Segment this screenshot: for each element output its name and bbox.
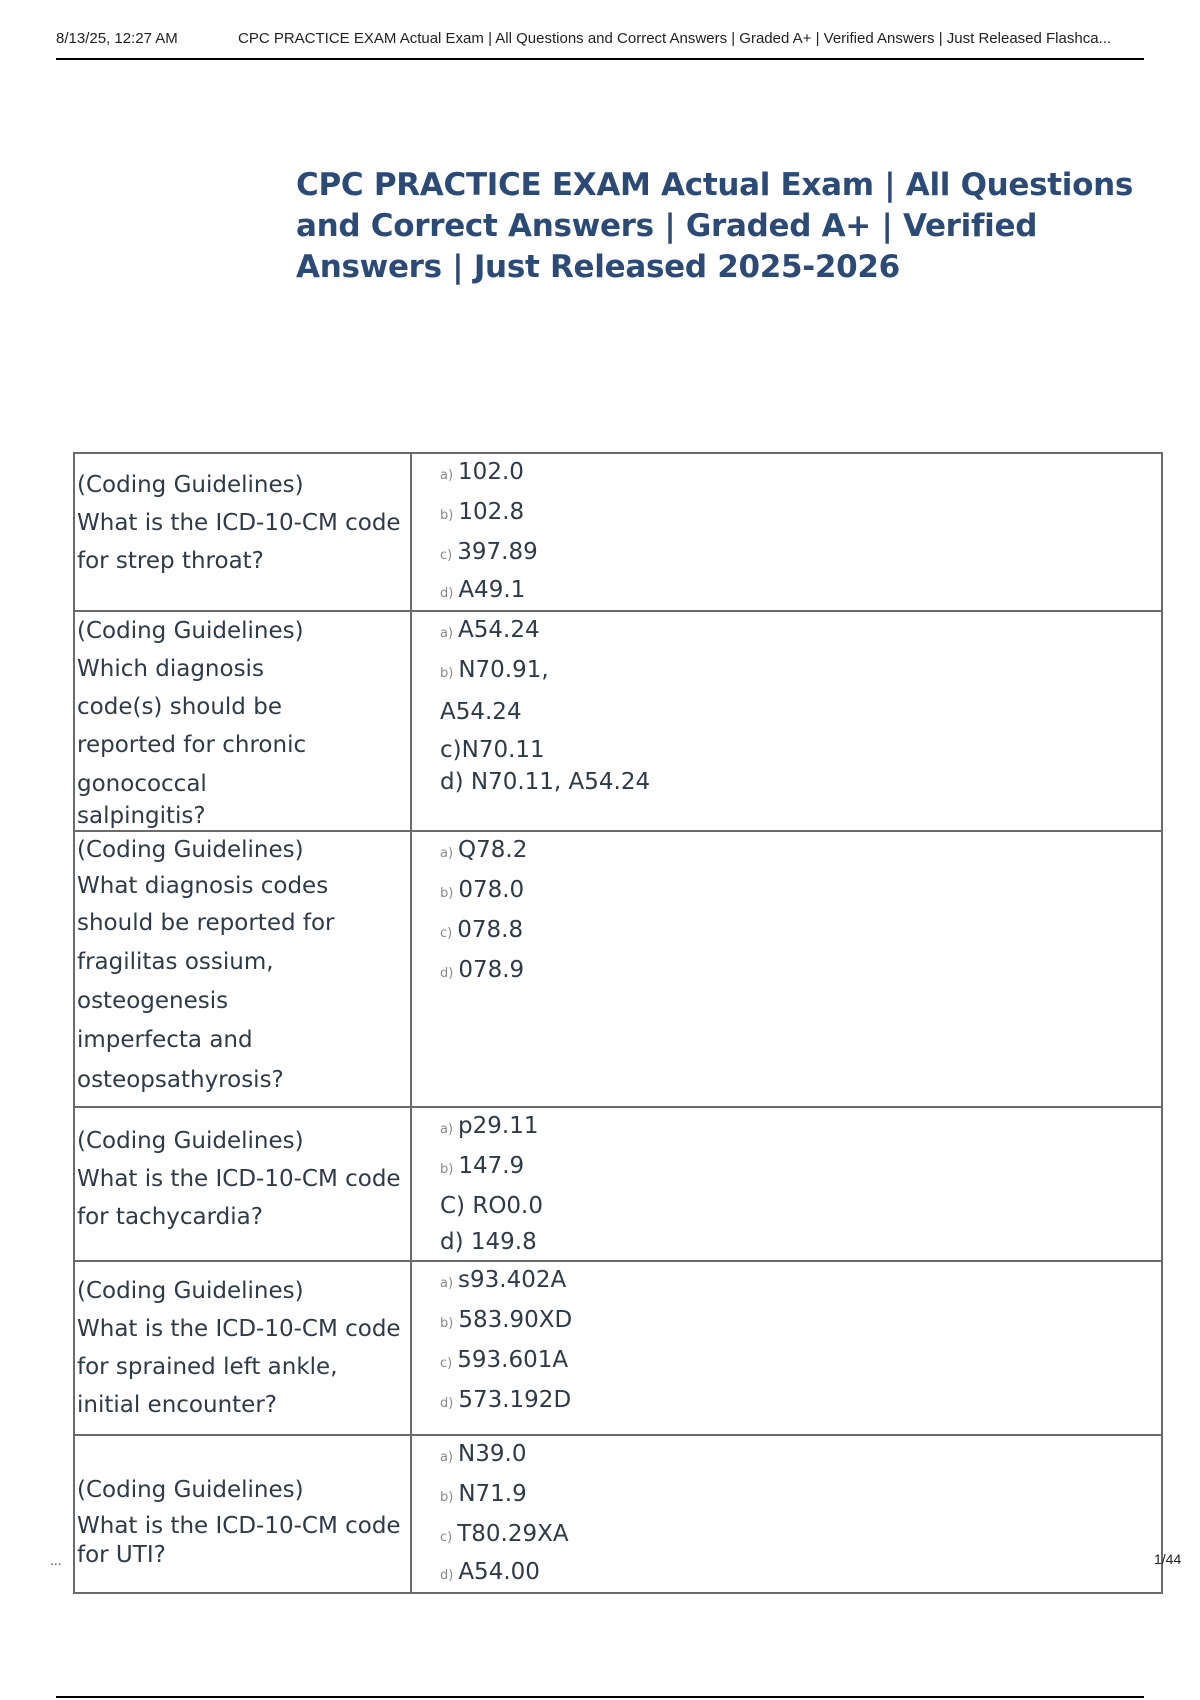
answer-option — [440, 1262, 1161, 1302]
question-line: What is the ICD-10-CM code — [77, 1316, 401, 1342]
table-row — [74, 1435, 1162, 1593]
option-text: A54.00 — [458, 1559, 540, 1585]
answer-option — [440, 494, 1161, 534]
option-text: N71.9 — [458, 1481, 527, 1507]
bottom-divider — [56, 1696, 1144, 1698]
option-text: N39.0 — [458, 1441, 527, 1467]
question-cell — [74, 1107, 411, 1261]
option-text: 397.89 — [457, 539, 538, 565]
table-row — [74, 453, 1162, 611]
option-text: A54.24 — [458, 617, 540, 643]
table-row — [74, 1107, 1162, 1261]
document-title: CPC PRACTICE EXAM Actual Exam | All Questions and Correct Answers | Graded A+ | Verified Answers | Just Released 2025-2026 — [296, 167, 1134, 285]
question-cell — [74, 611, 411, 831]
option-text: 078.9 — [458, 957, 525, 983]
option-label: a) — [440, 1122, 454, 1137]
answer-option — [440, 1436, 1161, 1476]
answer-option — [440, 952, 1161, 992]
answer-option — [440, 454, 1161, 494]
option-label: b) — [440, 886, 454, 901]
option-text: 078.8 — [457, 917, 524, 943]
option-label: a) — [440, 1276, 454, 1291]
table-row — [74, 831, 1162, 1107]
option-label: a) — [440, 626, 454, 641]
question-line: What is the ICD-10-CM code — [77, 1513, 401, 1539]
answer-option — [440, 652, 1161, 692]
answer-option — [440, 1302, 1161, 1342]
answer-option — [440, 574, 1161, 610]
question-line: What diagnosis codes — [77, 873, 329, 899]
question-line: osteogenesis — [77, 988, 229, 1014]
print-page-title: CPC PRACTICE EXAM Actual Exam | All Questions and Correct Answers | Graded A+ | Verified Answers | Just Released Flashca... — [238, 30, 1112, 47]
answer-option — [440, 732, 1161, 768]
answer-option — [440, 832, 1161, 872]
option-text: 573.192D — [458, 1387, 572, 1413]
option-label: b) — [440, 1162, 454, 1177]
answer-options-cell — [411, 453, 1162, 611]
answer-option — [440, 534, 1161, 574]
option-text: N70.91, — [458, 657, 549, 683]
option-text: 102.8 — [458, 499, 525, 525]
answer-option — [440, 1342, 1161, 1382]
option-label: a) — [440, 1450, 454, 1465]
option-text: Q78.2 — [458, 837, 528, 863]
option-text: 147.9 — [458, 1153, 525, 1179]
option-label: b) — [440, 508, 454, 523]
option-text: 102.0 — [458, 459, 524, 485]
question-line: reported for chronic — [77, 732, 307, 758]
answer-option — [440, 1556, 1161, 1592]
option-label: b) — [440, 666, 454, 681]
option-text: d) 149.8 — [440, 1229, 537, 1255]
option-text: 593.601A — [457, 1347, 569, 1373]
question-line: imperfecta and — [77, 1027, 253, 1053]
question-line: initial encounter? — [77, 1392, 277, 1418]
question-line: (Coding Guidelines) — [77, 1278, 304, 1304]
question-line: gonococcal — [77, 771, 207, 797]
option-label: c) — [440, 1530, 453, 1545]
answer-option — [440, 1476, 1161, 1516]
answer-option — [440, 1382, 1161, 1422]
answer-option — [440, 612, 1161, 652]
question-line: (Coding Guidelines) — [77, 1477, 304, 1503]
option-label: d) — [440, 1396, 454, 1411]
option-text: A49.1 — [458, 577, 526, 603]
option-text: C) RO0.0 — [440, 1193, 544, 1219]
footer-ellipsis: ... — [50, 1552, 62, 1568]
question-line: code(s) should be — [77, 694, 282, 720]
question-line: should be reported for — [77, 910, 335, 936]
answer-option — [440, 1224, 1161, 1260]
questions-table — [73, 452, 1163, 1594]
option-label: c) — [440, 1356, 453, 1371]
option-text: 583.90XD — [458, 1307, 573, 1333]
answer-option — [440, 872, 1161, 912]
answer-option — [440, 1148, 1161, 1188]
option-label: a) — [440, 468, 454, 483]
question-line: Which diagnosis — [77, 656, 264, 682]
answer-option — [440, 912, 1161, 952]
option-text: s93.402A — [458, 1267, 567, 1293]
answer-option — [440, 1188, 1161, 1224]
answer-option — [440, 768, 1161, 796]
table-row — [74, 1261, 1162, 1435]
answer-options-cell — [411, 831, 1162, 1107]
answer-option — [440, 1108, 1161, 1148]
question-line: fragilitas ossium, — [77, 949, 274, 975]
question-line: for sprained left ankle, — [77, 1354, 338, 1380]
question-line: for UTI? — [77, 1542, 166, 1568]
answer-options-cell — [411, 611, 1162, 831]
question-line: for tachycardia? — [77, 1204, 263, 1230]
question-line: What is the ICD-10-CM code — [77, 510, 401, 536]
option-label: d) — [440, 586, 454, 601]
option-label: d) — [440, 1568, 454, 1583]
option-label: b) — [440, 1490, 454, 1505]
print-header — [56, 28, 1144, 60]
question-cell — [74, 453, 411, 611]
option-label: b) — [440, 1316, 454, 1331]
question-line: (Coding Guidelines) — [77, 472, 304, 498]
print-datetime: 8/13/25, 12:27 AM — [56, 30, 178, 47]
option-label: d) — [440, 966, 454, 981]
question-line: (Coding Guidelines) — [77, 837, 304, 863]
question-line: (Coding Guidelines) — [77, 1128, 304, 1154]
question-cell — [74, 1261, 411, 1435]
question-cell — [74, 831, 411, 1107]
answer-options-cell — [411, 1107, 1162, 1261]
question-line: What is the ICD-10-CM code — [77, 1166, 401, 1192]
option-label: c) — [440, 926, 453, 941]
answer-option — [440, 1516, 1161, 1556]
option-text: T80.29XA — [457, 1521, 569, 1547]
option-text: 078.0 — [458, 877, 525, 903]
question-line: for strep throat? — [77, 548, 264, 574]
answer-options-cell — [411, 1435, 1162, 1593]
option-label: c) — [440, 548, 453, 563]
question-cell — [74, 1435, 411, 1593]
option-text: d) N70.11, A54.24 — [440, 769, 651, 795]
option-text: A54.24 — [440, 699, 522, 725]
table-row — [74, 611, 1162, 831]
question-line: osteopsathyrosis? — [77, 1067, 284, 1093]
option-text: p29.11 — [458, 1113, 539, 1139]
option-label: a) — [440, 846, 454, 861]
answer-option — [440, 692, 1161, 732]
option-text: c)N70.11 — [440, 737, 545, 763]
answer-options-cell — [411, 1261, 1162, 1435]
question-line: (Coding Guidelines) — [77, 618, 304, 644]
question-line: salpingitis? — [77, 803, 206, 829]
page-indicator: 1/44 — [1154, 1551, 1182, 1567]
